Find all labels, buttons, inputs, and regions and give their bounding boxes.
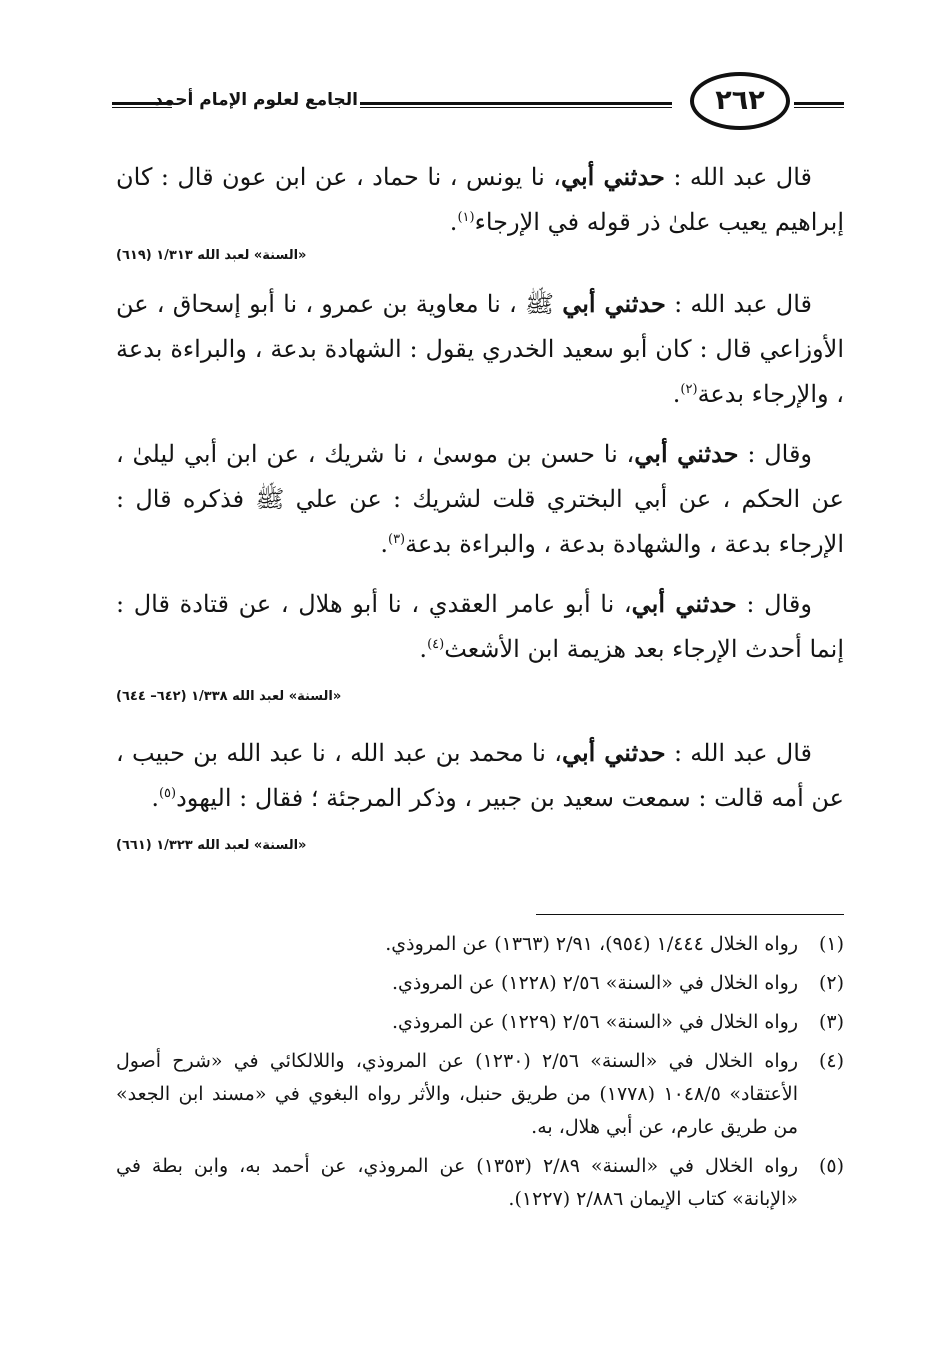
- footnote-number: (٣): [818, 1011, 844, 1033]
- footnote-text: رواه الخلال في «السنة» ٢/٥٦ (١٢٢٨) عن المروذي.: [391, 972, 798, 994]
- para-end: .: [419, 635, 428, 663]
- para-bold-narrator: حدثني أبي: [631, 589, 737, 618]
- paragraph-3: [116, 431, 844, 567]
- footnote-separator: [536, 914, 844, 915]
- footnote-number: (٤): [818, 1050, 844, 1072]
- header-rule-middle: [360, 102, 672, 108]
- footnote-number: (٥): [818, 1155, 844, 1177]
- footnote-item: [116, 1150, 844, 1216]
- footnote-item: [116, 967, 844, 1000]
- source-citation: «السنة» لعبد الله ١/٣٣٨ (٦٤٢– ٦٤٤): [116, 689, 342, 704]
- footnote-text: رواه الخلال ١/٤٤٤ (٩٥٤)، ٢/٩١ (١٣٦٣) عن المروذي.: [385, 933, 798, 955]
- para-text: ﷺ ، نا معاوية بن عمرو ، نا أبو إسحاق ، عن الأوزاعي قال : كان أبو سعيد الخدري يقول : الشهادة بدعة ، والبراءة بدعة ، والإرجاء بدعة: [116, 290, 844, 408]
- para-bold-narrator: حدثني أبي: [561, 162, 665, 191]
- footnote-item: [116, 928, 844, 961]
- para-intro: قال عبد الله :: [673, 163, 813, 191]
- header-rule-right: [794, 102, 844, 108]
- footnote-ref: (١): [457, 210, 475, 225]
- footnote-item: [116, 1045, 844, 1144]
- running-title: الجامع لعلوم الإمام أحمد: [154, 90, 358, 110]
- paragraph-5: [116, 730, 844, 821]
- para-intro: وقال :: [746, 590, 812, 618]
- footnote-text: رواه الخلال في «السنة» ٢/٥٦ (١٢٣٠) عن المروذي، واللالكائي في «شرح أصول الأعتقاد» ١٠٤٨/٥ (١٧٧٨) من طريق حنبل، والأثر رواه البغوي في «مسند ابن الجعد» من طريق عارم، عن أبي هلال، به.: [116, 1050, 798, 1138]
- footnote-ref: (٥): [158, 786, 177, 801]
- para-intro: قال عبد الله :: [674, 290, 812, 318]
- para-bold-narrator: حدثني أبي: [561, 738, 666, 767]
- para-end: .: [151, 784, 159, 812]
- footnote-ref: (٤): [427, 637, 445, 652]
- footnote-number: (٢): [818, 972, 844, 994]
- footnotes: [116, 928, 844, 1222]
- para-intro: قال عبد الله :: [673, 739, 812, 767]
- running-header: [108, 72, 844, 134]
- footnote-ref: (٣): [387, 532, 406, 547]
- para-text: ، نا أبو عامر العقدي ، نا أبو هلال ، عن قتادة قال : إنما أحدث الإرجاء بعد هزيمة ابن الأشعث: [116, 590, 844, 663]
- footnote-text: رواه الخلال في «السنة» ٢/٨٩ (١٣٥٣) عن المروذي، عن أحمد به، وابن بطة في «الإبانة» كتاب الإيمان ٢/٨٨٦ (١٢٢٧).: [116, 1155, 799, 1210]
- source-citation: «السنة» لعبد الله ١/٣١٣ (٦١٩): [116, 248, 307, 263]
- main-text: [116, 154, 844, 857]
- footnote-text: رواه الخلال في «السنة» ٢/٥٦ (١٢٢٩) عن المروذي.: [391, 1011, 798, 1033]
- para-text: ، نا محمد بن عبد الله ، نا عبد الله بن حبيب ، عن أمه قالت : سمعت سعيد بن جبير ، وذكر المرجئة ؛ فقال : اليهود: [116, 739, 844, 812]
- para-text: ، نا يونس ، نا حماد ، عن ابن عون قال : كان إبراهيم يعيب علىٰ ذر قوله في الإرجاء: [116, 163, 844, 236]
- footnote-ref: (٢): [680, 382, 698, 397]
- para-end: .: [380, 530, 388, 558]
- footnote-item: [116, 1006, 844, 1039]
- para-end: .: [672, 380, 681, 408]
- para-bold-narrator: حدثني أبي: [562, 289, 666, 318]
- page-number: ٢٦٢: [690, 72, 790, 130]
- para-text: ، نا حسن بن موسىٰ ، نا شريك ، عن ابن أبي ليلىٰ ، عن الحكم ، عن أبي البختري قلت لشريك : عن علي ﷺ فذكره قال : الإرجاء بدعة ، والشهادة بدعة ، والبراءة بدعة: [116, 440, 844, 558]
- paragraph-1: [116, 154, 844, 245]
- source-citation: «السنة» لعبد الله ١/٣٢٣ (٦٦١): [116, 838, 307, 853]
- footnote-number: (١): [818, 933, 844, 955]
- para-intro: وقال :: [747, 440, 813, 468]
- paragraph-4: [116, 581, 844, 672]
- paragraph-2: [116, 281, 844, 417]
- para-end: .: [449, 208, 458, 236]
- para-bold-narrator: حدثني أبي: [634, 439, 739, 468]
